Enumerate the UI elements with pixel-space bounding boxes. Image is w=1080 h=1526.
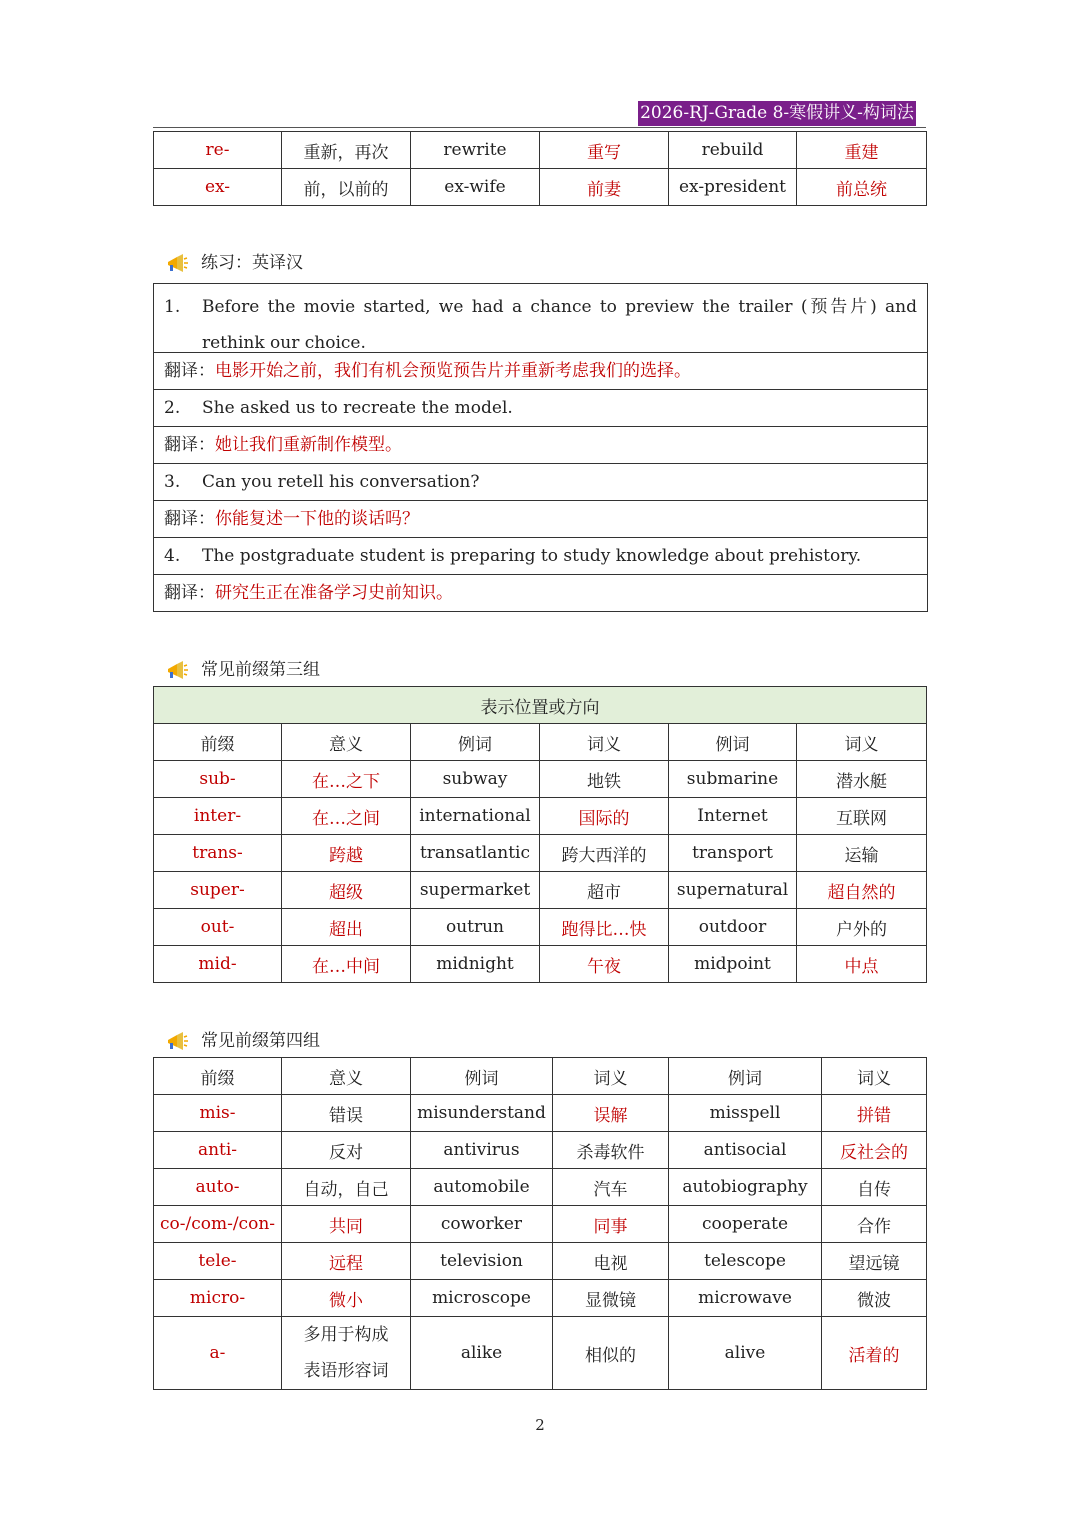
definition-cell: 汽车	[553, 1169, 669, 1206]
meaning-cell: 超级	[282, 872, 411, 909]
prefix-cell: tele-	[154, 1243, 282, 1280]
document-header-tag: 2026-RJ-Grade 8-寒假讲义-构词法	[638, 101, 916, 126]
definition-cell: 跑得比…快	[540, 909, 669, 946]
definition-cell: 潜水艇	[797, 761, 927, 798]
definition-cell: 微波	[822, 1280, 927, 1317]
table-row	[154, 909, 927, 946]
meaning-cell: 共同	[282, 1206, 411, 1243]
table-banner: 表示位置或方向	[154, 687, 927, 724]
answer-label: 翻译：	[164, 509, 215, 529]
exercise-question	[154, 464, 927, 501]
example-cell: autobiography	[669, 1169, 822, 1206]
definition-cell: 运输	[797, 835, 927, 872]
definition-cell: 同事	[553, 1206, 669, 1243]
table-row	[154, 1095, 927, 1132]
group4-title-text: 常见前缀第四组	[201, 1031, 320, 1051]
meaning-line: 表语形容词	[303, 1361, 389, 1381]
question-number: 4.	[164, 546, 181, 566]
table-row	[154, 1169, 927, 1206]
example-cell: midnight	[411, 946, 540, 983]
column-header: 前缀	[154, 724, 282, 761]
example-cell: outrun	[411, 909, 540, 946]
prefix-cell: trans-	[154, 835, 282, 872]
answer-text: 研究生正在准备学习史前知识。	[215, 583, 453, 603]
meaning-cell: 微小	[282, 1280, 411, 1317]
answer-label: 翻译：	[164, 361, 215, 381]
meaning-cell: 前，以前的	[282, 169, 411, 206]
definition-cell: 跨大西洋的	[540, 835, 669, 872]
definition-cell: 相似的	[553, 1317, 669, 1390]
megaphone-icon	[165, 1031, 189, 1053]
table-row	[154, 872, 927, 909]
megaphone-icon	[165, 253, 189, 275]
prefix-cell: out-	[154, 909, 282, 946]
definition-cell: 前总统	[797, 169, 927, 206]
prefix-cell: super-	[154, 872, 282, 909]
definition-cell: 电视	[553, 1243, 669, 1280]
table-row	[154, 1132, 927, 1169]
definition-cell: 超市	[540, 872, 669, 909]
example-cell: telescope	[669, 1243, 822, 1280]
definition-cell: 前妻	[540, 169, 669, 206]
exercise-answer	[154, 575, 927, 612]
column-header: 词义	[822, 1058, 927, 1095]
example-cell: ex-wife	[411, 169, 540, 206]
table-row	[154, 132, 927, 169]
example-cell: antisocial	[669, 1132, 822, 1169]
example-cell: alike	[411, 1317, 553, 1390]
answer-text: 她让我们重新制作模型。	[215, 435, 402, 455]
example-cell: microscope	[411, 1280, 553, 1317]
definition-cell: 望远镜	[822, 1243, 927, 1280]
definition-cell: 地铁	[540, 761, 669, 798]
example-cell: supernatural	[669, 872, 797, 909]
column-header: 词义	[553, 1058, 669, 1095]
column-header: 词义	[540, 724, 669, 761]
meaning-cell: 远程	[282, 1243, 411, 1280]
exercise-box	[153, 283, 928, 612]
table-banner-row	[154, 687, 927, 724]
table-row	[154, 761, 927, 798]
table-row	[154, 1243, 927, 1280]
definition-cell: 误解	[553, 1095, 669, 1132]
definition-cell: 显微镜	[553, 1280, 669, 1317]
group3-title-text: 常见前缀第三组	[201, 660, 320, 680]
example-cell: misunderstand	[411, 1095, 553, 1132]
meaning-cell: 重新，再次	[282, 132, 411, 169]
example-cell: antivirus	[411, 1132, 553, 1169]
meaning-cell	[282, 1317, 411, 1390]
example-cell: midpoint	[669, 946, 797, 983]
example-cell: submarine	[669, 761, 797, 798]
column-header: 例词	[669, 1058, 822, 1095]
example-cell: coworker	[411, 1206, 553, 1243]
example-cell: Internet	[669, 798, 797, 835]
answer-text: 你能复述一下他的谈话吗？	[215, 509, 419, 529]
header-rule	[153, 127, 926, 128]
group3-title	[165, 657, 320, 683]
definition-cell: 拼错	[822, 1095, 927, 1132]
prefix-cell: co-/com-/con-	[154, 1206, 282, 1243]
meaning-cell: 在…中间	[282, 946, 411, 983]
answer-label: 翻译：	[164, 435, 215, 455]
definition-cell: 重写	[540, 132, 669, 169]
prefix-cell: mis-	[154, 1095, 282, 1132]
column-header: 意义	[282, 1058, 411, 1095]
exercise-title	[165, 250, 303, 276]
prefix-cell: sub-	[154, 761, 282, 798]
definition-cell: 中点	[797, 946, 927, 983]
question-number: 2.	[164, 398, 181, 418]
meaning-cell: 在…之下	[282, 761, 411, 798]
group4-title	[165, 1028, 320, 1054]
example-cell: transport	[669, 835, 797, 872]
meaning-cell: 自动，自己	[282, 1169, 411, 1206]
table-row	[154, 946, 927, 983]
definition-cell: 活着的	[822, 1317, 927, 1390]
prefix-cell: anti-	[154, 1132, 282, 1169]
exercise-question	[154, 284, 927, 353]
meaning-cell: 跨越	[282, 835, 411, 872]
table-row	[154, 1280, 927, 1317]
table-row	[154, 1317, 927, 1390]
example-cell: outdoor	[669, 909, 797, 946]
definition-cell: 超自然的	[797, 872, 927, 909]
example-cell: alive	[669, 1317, 822, 1390]
definition-cell: 互联网	[797, 798, 927, 835]
prefix-cell: ex-	[154, 169, 282, 206]
question-text: Can you retell his conversation?	[202, 472, 480, 492]
prefix-cell: inter-	[154, 798, 282, 835]
example-cell: misspell	[669, 1095, 822, 1132]
column-header: 前缀	[154, 1058, 282, 1095]
example-cell: rewrite	[411, 132, 540, 169]
answer-text: 电影开始之前，我们有机会预览预告片并重新考虑我们的选择。	[215, 361, 691, 381]
exercise-answer	[154, 501, 927, 538]
prefix-cell: micro-	[154, 1280, 282, 1317]
column-header: 例词	[411, 1058, 553, 1095]
definition-cell: 午夜	[540, 946, 669, 983]
prefix-cell: re-	[154, 132, 282, 169]
exercise-answer	[154, 427, 927, 464]
table-row	[154, 1206, 927, 1243]
question-text: The postgraduate student is preparing to study knowledge about prehistory.	[202, 546, 862, 566]
example-cell: automobile	[411, 1169, 553, 1206]
definition-cell: 合作	[822, 1206, 927, 1243]
column-header: 例词	[411, 724, 540, 761]
page-number: 2	[535, 1416, 545, 1434]
meaning-cell: 反对	[282, 1132, 411, 1169]
exercise-title-text: 练习：英译汉	[201, 253, 303, 273]
megaphone-icon	[165, 660, 189, 682]
prefix-cell: a-	[154, 1317, 282, 1390]
prefix-table-group4	[153, 1057, 927, 1390]
definition-cell: 户外的	[797, 909, 927, 946]
definition-cell: 国际的	[540, 798, 669, 835]
meaning-cell: 在…之间	[282, 798, 411, 835]
exercise-question	[154, 390, 927, 427]
definition-cell: 自传	[822, 1169, 927, 1206]
column-header: 例词	[669, 724, 797, 761]
example-cell: microwave	[669, 1280, 822, 1317]
definition-cell: 重建	[797, 132, 927, 169]
example-cell: international	[411, 798, 540, 835]
prefix-table-group3	[153, 686, 927, 983]
table-row	[154, 169, 927, 206]
question-number: 1.	[164, 297, 181, 317]
example-cell: ex-president	[669, 169, 797, 206]
table-row	[154, 835, 927, 872]
question-number: 3.	[164, 472, 181, 492]
example-cell: transatlantic	[411, 835, 540, 872]
table-header-row	[154, 1058, 927, 1095]
example-cell: television	[411, 1243, 553, 1280]
meaning-cell: 错误	[282, 1095, 411, 1132]
definition-cell: 杀毒软件	[553, 1132, 669, 1169]
prefix-cell: mid-	[154, 946, 282, 983]
prefix-cell: auto-	[154, 1169, 282, 1206]
column-header: 意义	[282, 724, 411, 761]
example-cell: cooperate	[669, 1206, 822, 1243]
meaning-cell: 超出	[282, 909, 411, 946]
prefix-table-continued	[153, 131, 927, 206]
definition-cell: 反社会的	[822, 1132, 927, 1169]
table-row	[154, 798, 927, 835]
example-cell: supermarket	[411, 872, 540, 909]
column-header: 词义	[797, 724, 927, 761]
answer-label: 翻译：	[164, 583, 215, 603]
table-header-row	[154, 724, 927, 761]
question-text: Before the movie started, we had a chance to preview the trailer (预告片) and rethink our choice.	[202, 297, 917, 353]
question-text: She asked us to recreate the model.	[202, 398, 513, 418]
example-cell: subway	[411, 761, 540, 798]
example-cell: rebuild	[669, 132, 797, 169]
meaning-line: 多用于构成	[303, 1325, 389, 1345]
exercise-question	[154, 538, 927, 575]
